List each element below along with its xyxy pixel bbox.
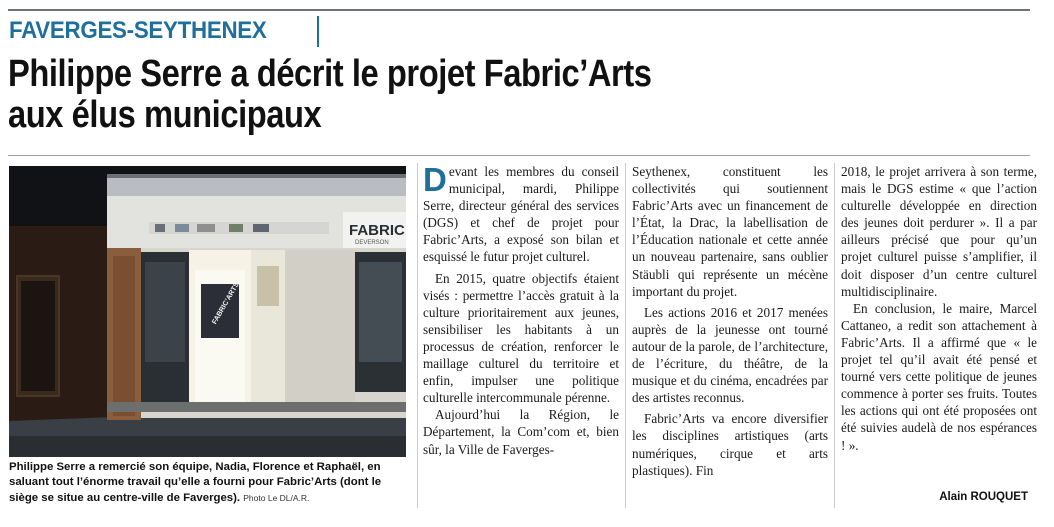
- column-rule: [834, 163, 835, 508]
- article-photo: [9, 166, 406, 457]
- headline-line-1: Philippe Serre a décrit le projet Fabric’Arts: [8, 53, 652, 95]
- byline: Alain ROUQUET: [939, 491, 1028, 503]
- photo-credit: Photo Le DL/A.R.: [243, 492, 310, 503]
- shop-sign-text: FABRIC: [349, 222, 405, 239]
- headline: [8, 54, 868, 136]
- shop-sign-sub: DEVERSON: [355, 240, 389, 246]
- column-rule: [625, 163, 626, 508]
- photo-caption: [9, 460, 409, 506]
- paragraph: En conclusion, le maire, Marcel Cattaneo, a redit son attachement à Fabric’Arts. Il a affirmé que « le projet tel qu’il avait été pensé et tourné vers cette politique de jeunes commence à porter ses fruits. Toutes les actions qui ont été proposées ont été suivies audelà de nos espérances ! ».: [841, 300, 1037, 453]
- article-column-2: [632, 163, 828, 479]
- article-column-3: [841, 163, 1037, 454]
- paragraph: Seythenex, constituent les collectivités qui soutiennent Fabric’Arts avec un financement de l’État, la Drac, la labellisation de l’Éducation nationale et cette année un nouveau partenaire, sans oublier Stäubli qui représente un mécène important du projet.: [632, 164, 828, 299]
- top-rule: [8, 9, 1030, 11]
- dropcap: D: [423, 161, 447, 198]
- paragraph: 2018, le projet arrivera à son terme, mais le DGS estime « que l’action culturelle développée en direction des jeunes doit perdurer ». Il a par ailleurs précisé que pour qu’un projet culturel puisse s’amplifier, il doit disposer d’un centre culturel multidisciplinaire.: [841, 164, 1037, 299]
- paragraph-text: evant les membres du conseil municipal, mardi, Philippe Serre, directeur général des services (DGS) et chef de projet pour Fabric’Arts, a exposé son bilan et esquissé le futur projet culturel.: [423, 164, 619, 265]
- poster-text: FABRIC’ARTS: [211, 281, 241, 326]
- section-kicker: FAVERGES-SEYTHENEX: [9, 17, 267, 44]
- article-column-1: [423, 163, 619, 458]
- paragraph: En 2015, quatre objectifs étaient visés : permettre l’accès gratuit à la culture prioritairement aux jeunes, sensibiliser les habitants à un processus de création, renforcer le maillage culturel du territoire et enfin, impulser une politique culturelle intercommunale pérenne.: [423, 270, 619, 406]
- caption-text: Philippe Serre a remercié son équipe, Nadia, Florence et Raphaël, en saluant tout l’énorme travail qu’elle a fourni pour Fabric’Arts (dont le siège se situe au centre-ville de Faverges).: [9, 461, 382, 504]
- headline-rule: [8, 155, 1030, 156]
- column-rule: [417, 163, 418, 508]
- paragraph: Aujourd’hui la Région, le Département, la Com’com et, bien sûr, la Ville de Faverges-: [423, 407, 619, 457]
- kicker-divider: [317, 16, 319, 47]
- paragraph: [423, 163, 619, 266]
- headline-line-2: aux élus municipaux: [8, 94, 322, 136]
- paragraph: Les actions 2016 et 2017 menées auprès de la jeunesse ont tourné autour de la parole, de l’architecture, de l’écriture, du théâtre, de la musique et du cinéma, encadrées par des artistes reconnus.: [632, 304, 828, 406]
- paragraph: Fabric’Arts va encore diversifier les disciplines artistiques (arts numériques, cirque et arts plastiques). Fin: [632, 411, 828, 478]
